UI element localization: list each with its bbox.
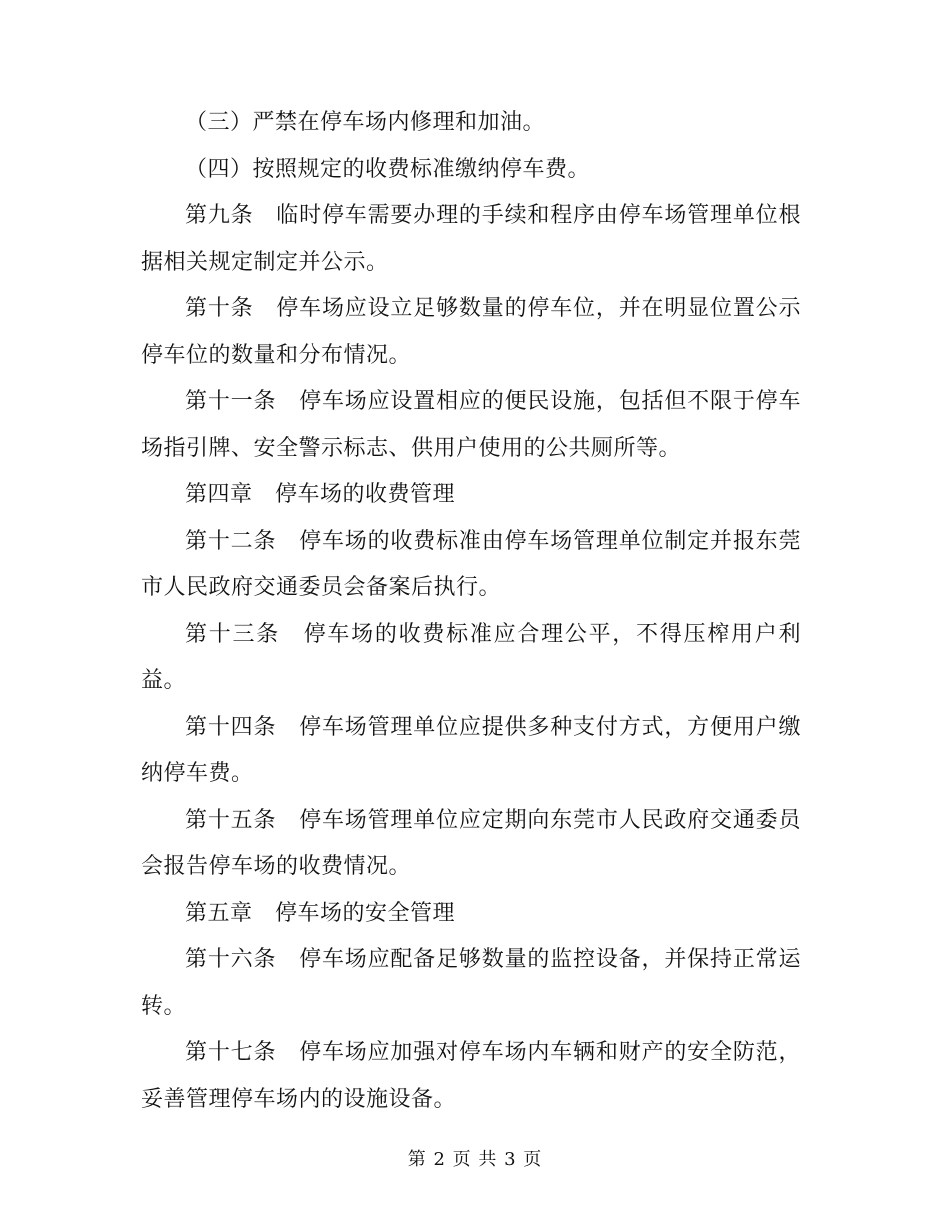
paragraph-item-3: （三）严禁在停车场内修理和加油。: [185, 110, 546, 135]
article-16: 第十六条 停车场应配备足够数量的监控设备，并保持正常运转。: [141, 947, 801, 1019]
article-15: 第十五条 停车场管理单位应定期向东莞市人民政府交通委员会报告停车场的收费情况。: [141, 807, 801, 879]
article-17: 第十七条 停车场应加强对停车场内车辆和财产的安全防范，妥善管理停车场内的设施设备。: [141, 1040, 801, 1112]
page-number-footer: 第 2 页 共 3 页: [407, 1149, 543, 1170]
article-13: 第十三条 停车场的收费标准应合理公平，不得压榨用户利益。: [141, 621, 801, 693]
paragraph-item-4: （四）按照规定的收费标准缴纳停车费。: [185, 156, 591, 182]
article-9: 第九条 临时停车需要办理的手续和程序由停车场管理单位根据相关规定制定并公示。: [141, 203, 801, 275]
article-14: 第十四条 停车场管理单位应提供多种支付方式，方便用户缴纳停车费。: [141, 714, 801, 786]
chapter-4-heading: 第四章 停车场的收费管理: [185, 482, 456, 507]
document-body: [141, 100, 801, 1123]
article-11: 第十一条 停车场应设置相应的便民设施，包括但不限于停车场指引牌、安全警示标志、供用户使用的公共厕所等。: [141, 389, 801, 461]
article-12: 第十二条 停车场的收费标准由停车场管理单位制定并报东莞市人民政府交通委员会备案后执行。: [141, 528, 801, 600]
article-10: 第十条 停车场应设立足够数量的停车位，并在明显位置公示停车位的数量和分布情况。: [141, 296, 801, 368]
chapter-5-heading: 第五章 停车场的安全管理: [185, 900, 456, 926]
